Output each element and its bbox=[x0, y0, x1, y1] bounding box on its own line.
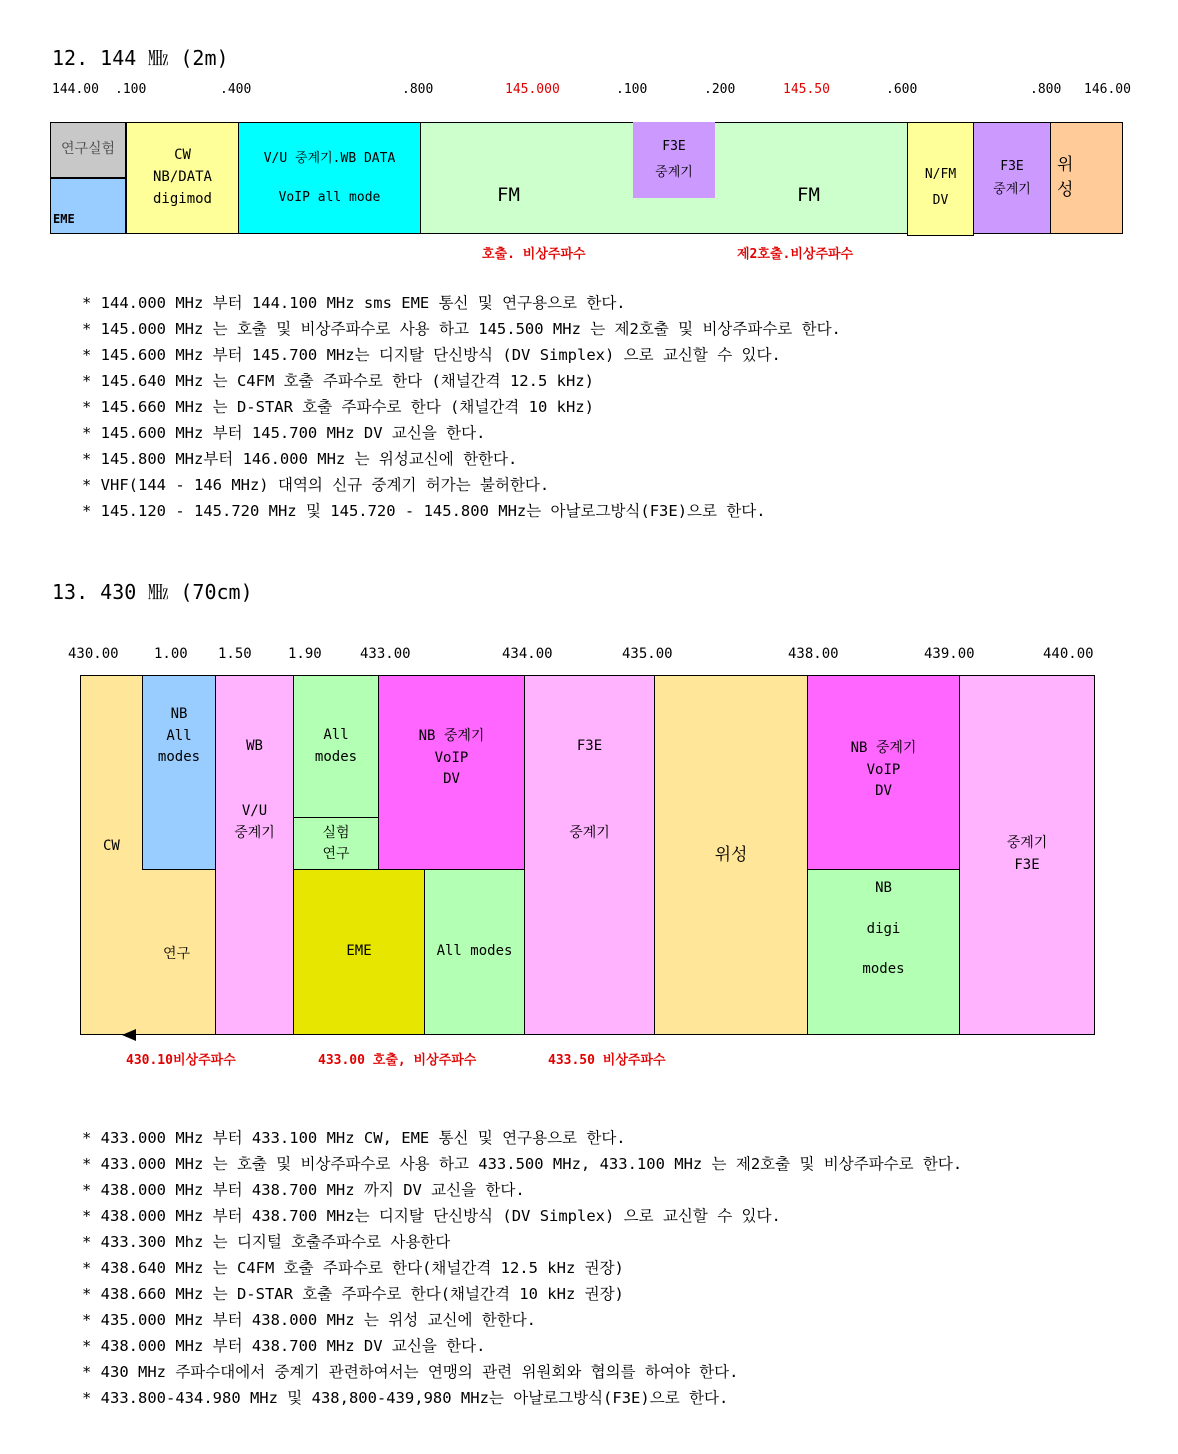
tick-430-7: 438.00 bbox=[788, 646, 839, 662]
list-item: * 145.120 - 145.720 MHz 및 145.720 - 145.800 MHz는 아날로그방식(F3E)으로 한다. bbox=[82, 498, 841, 524]
band-430-sat: 위성 bbox=[654, 675, 808, 1035]
notes-list-430 bbox=[82, 1125, 962, 1411]
list-item: * 145.600 MHz 부터 145.700 MHz는 디지탈 단신방식 (DV Simplex) 으로 교신할 수 있다. bbox=[82, 342, 841, 368]
list-item: * 438.660 MHz 는 D-STAR 호출 주파수로 한다(채널간격 10 kHz 권장) bbox=[82, 1281, 962, 1307]
section-144-heading: 12. 144 ㎒ (2m) bbox=[52, 46, 229, 70]
band-430-research-label: 연구 bbox=[163, 946, 191, 962]
band-430-exp: 실험 연구 bbox=[293, 817, 379, 870]
tick-144-4: 145.000 bbox=[505, 82, 560, 97]
list-item: * 438.000 MHz 부터 438.700 MHz는 디지탈 단신방식 (DV Simplex) 으로 교신할 수 있다. bbox=[82, 1203, 962, 1229]
list-item: * 145.000 MHz 는 호출 및 비상주파수로 사용 하고 145.500 MHz 는 제2호출 및 비상주파수로 한다. bbox=[82, 316, 841, 342]
tick-144-7: 145.50 bbox=[783, 82, 830, 97]
band-430-nb-digi: NB digi modes bbox=[807, 869, 960, 1035]
tick-430-3: 1.90 bbox=[288, 646, 322, 662]
band-430-cw-label: CW bbox=[103, 838, 120, 854]
tick-144-3: .800 bbox=[402, 82, 434, 97]
list-item: * 145.600 MHz 부터 145.700 MHz DV 교신을 한다. bbox=[82, 420, 841, 446]
band-144-eme bbox=[50, 178, 126, 234]
list-item: * 144.000 MHz 부터 144.100 MHz sms EME 통신 및 연구용으로 한다. bbox=[82, 290, 841, 316]
band-144-eme-label: EME bbox=[53, 212, 75, 227]
list-item: * 145.800 MHz부터 146.000 MHz 는 위성교신에 한한다. bbox=[82, 446, 841, 472]
list-item: * 438.000 MHz 부터 438.700 MHz DV 교신을 한다. bbox=[82, 1333, 962, 1359]
note-430-emergency2: 433.50 비상주파수 bbox=[548, 1053, 666, 1068]
tick-144-5: .100 bbox=[616, 82, 648, 97]
tick-430-8: 439.00 bbox=[924, 646, 975, 662]
note-430-emergency: 430.10비상주파수 bbox=[126, 1053, 236, 1068]
list-item: * 145.660 MHz 는 D-STAR 호출 주파수로 한다 (채널간격 10 kHz) bbox=[82, 394, 841, 420]
band-430-eme: EME bbox=[293, 869, 425, 1035]
list-item: * 430 MHz 주파수대에서 중계기 관련하여서는 연맹의 관련 위원회와 협의를 하여야 한다. bbox=[82, 1359, 962, 1385]
band-144-cw: CW NB/DATA digimod bbox=[126, 122, 239, 234]
band-144-f3e-top: F3E 중계기 bbox=[633, 122, 715, 198]
tick-144-6: .200 bbox=[704, 82, 736, 97]
tick-430-1: 1.00 bbox=[154, 646, 188, 662]
band-144-f3e: F3E 중계기 bbox=[973, 122, 1051, 234]
band-430-all-modes2: All modes bbox=[424, 869, 525, 1035]
tick-430-9: 440.00 bbox=[1043, 646, 1094, 662]
list-item: * VHF(144 - 146 MHz) 대역의 신규 중계기 허가는 불허한다. bbox=[82, 472, 841, 498]
tick-144-1: .100 bbox=[115, 82, 147, 97]
tick-430-6: 435.00 bbox=[622, 646, 673, 662]
band-144-sat: 위 성 bbox=[1050, 122, 1123, 234]
list-item: * 435.000 MHz 부터 438.000 MHz 는 위성 교신에 한한다. bbox=[82, 1307, 962, 1333]
band-144-research: 연구실험 bbox=[50, 122, 126, 178]
list-item: * 438.000 MHz 부터 438.700 MHz 까지 DV 교신을 한다. bbox=[82, 1177, 962, 1203]
arrow-left-icon bbox=[122, 1029, 140, 1041]
notes-list-144 bbox=[82, 290, 841, 524]
band-430-nb-all: NB All modes bbox=[142, 675, 216, 870]
tick-144-0: 144.00 bbox=[52, 82, 99, 97]
tick-430-4: 433.00 bbox=[360, 646, 411, 662]
band-144-fm1-label: FM bbox=[497, 184, 520, 206]
note-144-call2: 제2호출.비상주파수 bbox=[737, 247, 854, 262]
band-430-f3e-rep: F3E 중계기 bbox=[524, 675, 655, 1035]
tick-144-10: 146.00 bbox=[1084, 82, 1131, 97]
tick-430-0: 430.00 bbox=[68, 646, 119, 662]
tick-430-2: 1.50 bbox=[218, 646, 252, 662]
list-item: * 145.640 MHz 는 C4FM 호출 주파수로 한다 (채널간격 12.5 kHz) bbox=[82, 368, 841, 394]
tick-430-5: 434.00 bbox=[502, 646, 553, 662]
band-430-all-modes: All modes bbox=[293, 675, 379, 818]
list-item: * 433.300 Mhz 는 디지털 호출주파수로 사용한다 bbox=[82, 1229, 962, 1255]
list-item: * 433.000 MHz 는 호출 및 비상주파수로 사용 하고 433.500 MHz, 433.100 MHz 는 제2호출 및 비상주파수로 한다. bbox=[82, 1151, 962, 1177]
band-430-nb-rep2: NB 중계기 VoIP DV bbox=[807, 675, 960, 870]
note-430-call: 433.00 호출, 비상주파수 bbox=[318, 1053, 477, 1068]
band-430-rep-f3e: 중계기 F3E bbox=[959, 675, 1095, 1035]
band-144-fm2-label: FM bbox=[797, 184, 820, 206]
band-430-nb-rep1: NB 중계기 VoIP DV bbox=[378, 675, 525, 870]
list-item: * 433.000 MHz 부터 433.100 MHz CW, EME 통신 및 연구용으로 한다. bbox=[82, 1125, 962, 1151]
band-144-vu: V/U 중계기.WB DATA VoIP all mode bbox=[238, 122, 421, 234]
band-430-wb: WB V/U 중계기 bbox=[215, 675, 294, 1035]
tick-144-9: .800 bbox=[1030, 82, 1062, 97]
list-item: * 438.640 MHz 는 C4FM 호출 주파수로 한다(채널간격 12.5 kHz 권장) bbox=[82, 1255, 962, 1281]
band-144-nfm: N/FM DV bbox=[907, 122, 974, 236]
tick-144-2: .400 bbox=[220, 82, 252, 97]
list-item: * 433.800-434.980 MHz 및 438,800-439,980 MHz는 아날로그방식(F3E)으로 한다. bbox=[82, 1385, 962, 1411]
tick-144-8: .600 bbox=[886, 82, 918, 97]
section-430-heading: 13. 430 ㎒ (70cm) bbox=[52, 580, 253, 604]
note-144-call: 호출. 비상주파수 bbox=[482, 247, 586, 262]
